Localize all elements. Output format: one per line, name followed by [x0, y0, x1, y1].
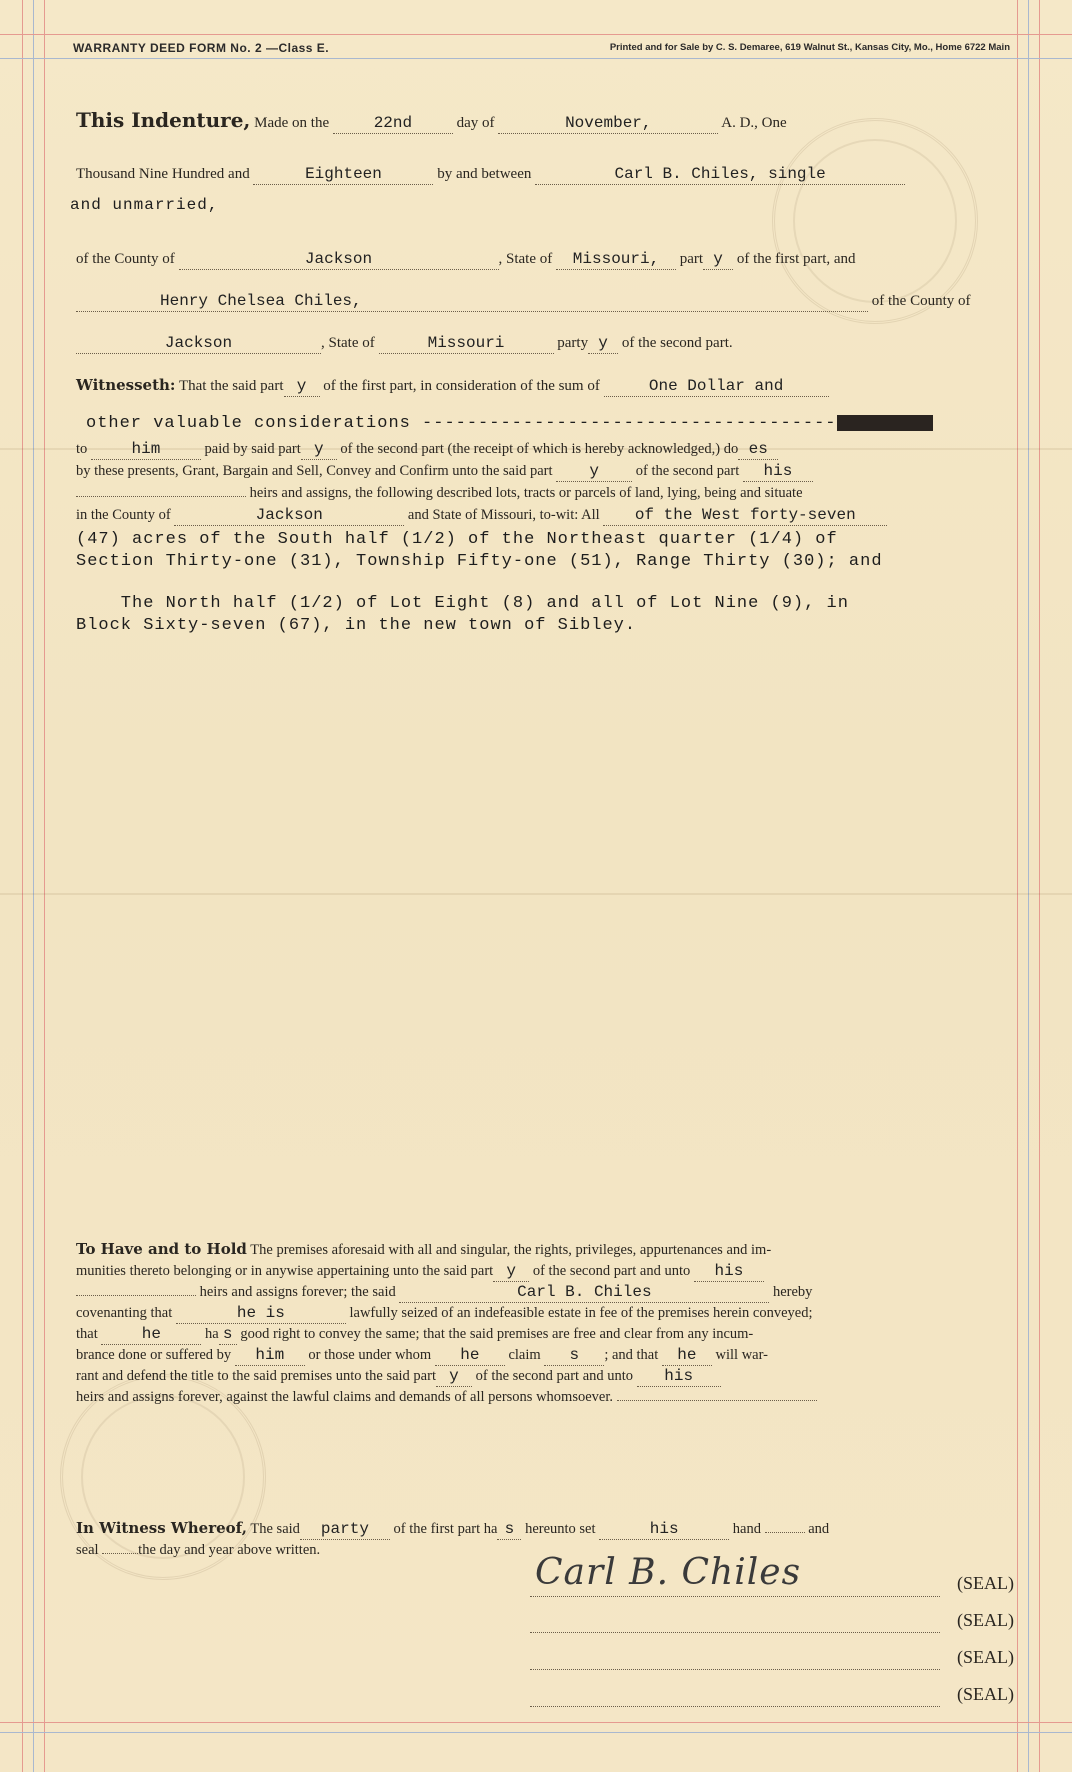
pronoun-field: he [435, 1345, 505, 1366]
label: Thousand Nine Hundred and [76, 166, 250, 182]
blank-field [765, 1532, 805, 1533]
left-margin-rule-blue [33, 0, 34, 1772]
witnesseth-line-3 [76, 439, 778, 460]
label: seal [76, 1542, 99, 1558]
county-field: Jackson [179, 249, 499, 270]
heirs-field: his [743, 461, 813, 482]
pronoun-field: him [235, 1345, 305, 1366]
label: brance done or suffered by [76, 1347, 232, 1363]
label: hereunto set [525, 1521, 596, 1537]
grantee-field: Henry Chelsea Chiles, [76, 291, 868, 312]
label: part [679, 251, 704, 267]
suffix-field: s [219, 1324, 237, 1345]
witnesseth-title: Witnesseth: [76, 376, 176, 394]
seized-field: he is [176, 1303, 346, 1324]
witnesseth-line-6 [76, 505, 887, 526]
legal-description-line: The North half (1/2) of Lot Eight (8) and all of Lot Nine (9), in [76, 594, 849, 613]
part-suffix-field: y [301, 439, 337, 460]
label: the day and year above written. [138, 1542, 321, 1558]
part-suffix-field: y [493, 1261, 529, 1282]
label: hereby [772, 1284, 813, 1300]
county-field: Jackson [174, 505, 404, 526]
habendum-title: To Have and to Hold [76, 1240, 247, 1258]
suffix-field: s [497, 1519, 521, 1540]
blank-field [617, 1400, 817, 1401]
label: Made on the [254, 115, 330, 131]
suffix-field: s [544, 1345, 604, 1366]
does-suffix-field: es [738, 439, 778, 460]
witnesseth-line-1 [76, 375, 829, 397]
seal-label: (SEAL) [957, 1684, 1014, 1704]
label: party [557, 335, 589, 351]
witness-whereof-line-1 [76, 1518, 829, 1540]
label: of the second part (the receipt of which is hereby acknowledged,) do [340, 441, 739, 457]
state-field: Missouri, [556, 249, 676, 270]
witnesseth-line-5 [76, 483, 803, 503]
label: heirs and assigns, the following described lots, tracts or parcels of land, lying, being and situate [249, 485, 803, 501]
label: to [76, 441, 88, 457]
pronoun-field: his [599, 1519, 729, 1540]
indenture-line-3 [76, 249, 856, 270]
label: of the second part and unto [532, 1263, 691, 1279]
part-suffix-field: y [556, 461, 632, 482]
label: and State of Missouri, to-wit: All [407, 507, 600, 523]
blank-field [76, 1295, 196, 1296]
left-margin-rule-inner [44, 0, 45, 1772]
signature-line [530, 1596, 940, 1597]
printer-imprint: Printed and for Sale by C. S. Demaree, 619 Walnut St., Kansas City, Mo., Home 6722 Main [609, 42, 1010, 53]
party-field: party [300, 1519, 390, 1540]
signature-line [530, 1706, 940, 1707]
label: ha [205, 1326, 219, 1342]
witness-whereof-title: In Witness Whereof, [76, 1519, 248, 1537]
indenture-line-4 [76, 291, 971, 312]
payee-field: him [91, 439, 201, 460]
grantor-name-field: Carl B. Chiles [399, 1282, 769, 1303]
legal-description-line: Section Thirty-one (31), Township Fifty-one (51), Range Thirty (30); and [76, 552, 883, 571]
label: of the first part, in consideration of the sum of [323, 378, 600, 394]
label: of the County of [76, 251, 175, 267]
signature-carl-b-chiles: Carl B. Chiles [535, 1552, 802, 1593]
party-suffix-field: y [588, 333, 618, 354]
sum-continuation [86, 414, 933, 433]
right-margin-rule-outer [1039, 0, 1040, 1772]
label: rant and defend the title to the said premises unto the said part [76, 1368, 436, 1384]
label: of the County of [871, 293, 971, 309]
label: and [808, 1521, 830, 1537]
label: The premises aforesaid with all and singular, the rights, privileges, appurtenances and im- [250, 1242, 772, 1258]
habendum-line-6 [76, 1345, 768, 1366]
part-suffix-field: y [436, 1366, 472, 1387]
habendum-line-8 [76, 1387, 817, 1407]
label: in the County of [76, 507, 171, 523]
indenture-line-2 [76, 164, 905, 185]
left-margin-rule [22, 0, 23, 1772]
label: or those under whom [308, 1347, 432, 1363]
grantor-continuation: and unmarried, [70, 196, 219, 214]
label: heirs and assigns forever, against the lawful claims and demands of all persons whomsoever. [76, 1389, 613, 1405]
grantor-field: Carl B. Chiles, single [535, 164, 905, 185]
label: ; and that [604, 1347, 659, 1363]
indenture-title: This Indenture, [76, 108, 251, 132]
heirs-field: his [694, 1261, 764, 1282]
habendum-line-1 [76, 1239, 771, 1260]
label: covenanting that [76, 1305, 173, 1321]
label: lawfully seized of an indefeasible estate in fee of the premises herein conveyed; [349, 1305, 813, 1321]
bottom-rule-blue [0, 1732, 1072, 1733]
label: A. D., One [721, 115, 787, 131]
label: will war- [715, 1347, 768, 1363]
redaction-mark [837, 415, 933, 431]
label: of the first part ha [393, 1521, 498, 1537]
pronoun-field: he [101, 1324, 201, 1345]
label: claim [508, 1347, 541, 1363]
legal-description-line: (47) acres of the South half (1/2) of the Northeast quarter (1/4) of [76, 530, 838, 549]
label: , State of [321, 335, 375, 351]
sum-field: One Dollar and [604, 376, 829, 397]
right-margin-rule-blue [1028, 0, 1029, 1772]
legal-description-line: Block Sixty-seven (67), in the new town of Sibley. [76, 616, 637, 635]
label: of the first part, and [736, 251, 856, 267]
part-suffix-field: y [703, 249, 733, 270]
label: that [76, 1326, 98, 1342]
signature-line [530, 1669, 940, 1670]
label: heirs and assigns forever; the said [199, 1284, 396, 1300]
heirs-field: his [637, 1366, 721, 1387]
bottom-rule [0, 1722, 1072, 1723]
year-field: Eighteen [253, 164, 433, 185]
state-field: Missouri [379, 333, 554, 354]
month-field: November, [498, 113, 718, 134]
habendum-line-5 [76, 1324, 753, 1345]
label: munities thereto belonging or in anywise appertaining unto the said part [76, 1263, 494, 1279]
county-field: Jackson [76, 333, 321, 354]
signature-line [530, 1632, 940, 1633]
indenture-line-1 [76, 110, 787, 134]
day-field: 22nd [333, 113, 453, 134]
label: of the second part [635, 463, 740, 479]
label: paid by said part [204, 441, 301, 457]
label: of the second part and unto [475, 1368, 634, 1384]
right-margin-rule [1017, 0, 1018, 1772]
label: day of [456, 115, 495, 131]
seal-label: (SEAL) [957, 1573, 1014, 1593]
blank-field [102, 1553, 138, 1554]
label: by and between [437, 166, 532, 182]
label: That the said part [178, 378, 284, 394]
witness-whereof-line-2 [76, 1540, 320, 1560]
part-suffix-field: y [284, 376, 320, 397]
witnesseth-line-4 [76, 461, 813, 482]
indenture-line-5 [76, 333, 733, 354]
top-rule-blue [0, 58, 1072, 59]
sum-continuation-text: other valuable considerations ------------------------------------- [86, 414, 837, 433]
legal-description-field: of the West forty-seven [603, 505, 887, 526]
paper-fold [0, 893, 1072, 895]
label: by these presents, Grant, Bargain and Sell, Convey and Confirm unto the said part [76, 463, 553, 479]
label: of the second part. [621, 335, 733, 351]
habendum-line-4 [76, 1303, 813, 1324]
label: The said [250, 1521, 300, 1537]
seal-label: (SEAL) [957, 1647, 1014, 1667]
blank-field [76, 496, 246, 497]
label: good right to convey the same; that the said premises are free and clear from any incum- [240, 1326, 754, 1342]
form-title: WARRANTY DEED FORM No. 2 —Class E. [73, 41, 330, 55]
label: hand [732, 1521, 761, 1537]
seal-label: (SEAL) [957, 1610, 1014, 1630]
pronoun-field: he [662, 1345, 712, 1366]
habendum-line-7 [76, 1366, 721, 1387]
top-rule [0, 34, 1072, 35]
habendum-line-2 [76, 1261, 764, 1282]
habendum-line-3 [76, 1282, 812, 1303]
label: , State of [498, 251, 553, 267]
